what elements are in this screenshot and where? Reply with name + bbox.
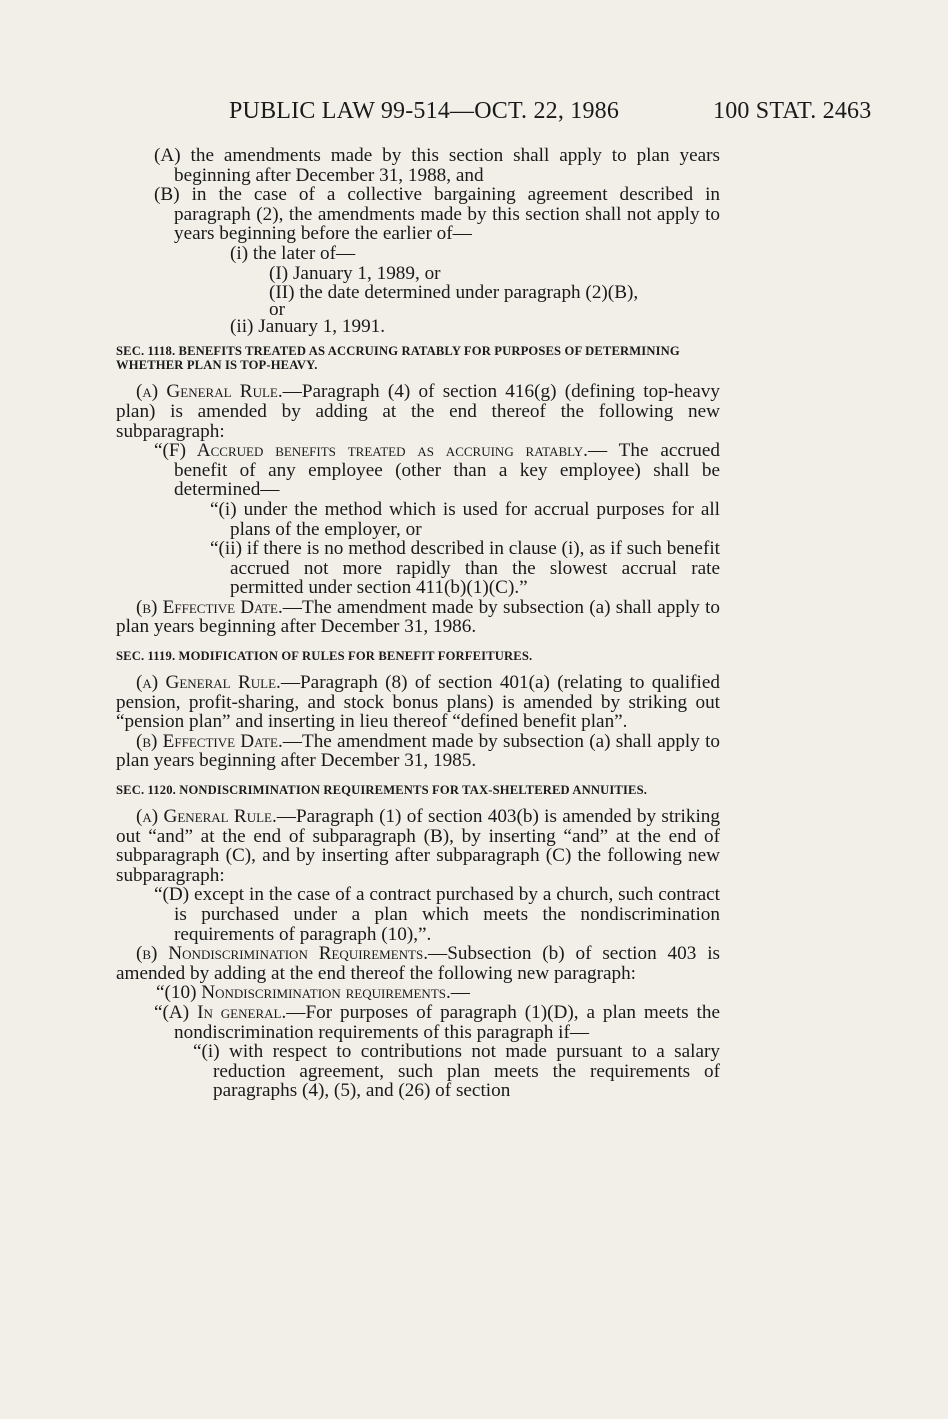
clause-I: (I) January 1, 1989, or xyxy=(269,262,441,284)
clause-or: or xyxy=(269,298,285,320)
sec1120-subparagraph-D: “(D) except in the case of a contract purchased by a church, such contract is purchased under a plan which meets the nondiscrimination requirements of paragraph (10),”. xyxy=(154,884,720,945)
clause-B: (B) in the case of a collective bargaining agreement described in paragraph (2), the amendments made by this section shall not apply to years beginning before the earlier of— xyxy=(154,184,720,245)
sec1120-10-A: “(A) In general.—For purposes of paragraph (1)(D), a plan meets the nondiscrimination requirements of this paragraph if— xyxy=(154,1001,720,1043)
sec1118-F-clause-i: “(i) under the method which is used for accrual purposes for all plans of the employer, or xyxy=(210,498,720,540)
sec1119-subsection-b: (b) Effective Date.—The amendment made by subsection (a) shall apply to plan years beginning after December 31, 1985. xyxy=(116,730,721,772)
section-heading-1118: SEC. 1118. BENEFITS TREATED AS ACCRUING RATABLY FOR PURPOSES OF DETERMINING WHETHER PLAN IS TOP-HEAVY. xyxy=(116,344,680,373)
sec1120-paragraph-10: “(10) Nondiscrimination requirements.— xyxy=(156,982,470,1004)
body-text xyxy=(116,146,720,1101)
clause-ii: (ii) January 1, 1991. xyxy=(230,315,386,337)
sec1118-subsection-a: (a) General Rule.—Paragraph (4) of section 416(g) (defining top-heavy plan) is amended by adding at the end thereof the following new subparagraph: xyxy=(116,381,720,442)
clause-II: (II) the date determined under paragraph (2)(B), xyxy=(269,282,639,304)
sec1118-subparagraph-F: “(F) Accrued benefits treated as accruing ratably.— The accrued benefit of any employee (other than a key employee) shall be determined— xyxy=(154,440,720,501)
clause-i: (i) the later of— xyxy=(230,242,356,264)
running-header-stat-page: 100 STAT. 2463 xyxy=(713,98,872,124)
running-header-title: PUBLIC LAW 99-514—OCT. 22, 1986 xyxy=(229,98,620,124)
clause-A: (A) the amendments made by this section shall apply to plan years beginning after December 31, 1988, and xyxy=(154,145,720,186)
sec1118-F-clause-ii: “(ii) if there is no method described in clause (i), as if such benefit accrued not more rapidly than the slowest accrual rate permitted under section 411(b)(1)(C).” xyxy=(210,538,720,599)
sec1120-10-A-clause-i: “(i) with respect to contributions not made pursuant to a salary reduction agreement, such plan meets the requirements of paragraphs (4), (5), and (26) of section xyxy=(193,1041,720,1102)
section-heading-1119: SEC. 1119. MODIFICATION OF RULES FOR BENEFIT FORFEITURES. xyxy=(116,649,533,664)
sec1119-subsection-a: (a) General Rule.—Paragraph (8) of section 401(a) (relating to qualified pension, profit-sharing, and stock bonus plans) is amended by striking out “pension plan” and inserting in lieu thereof “defined benefit plan”. xyxy=(116,672,720,733)
sec1120-subsection-a: (a) General Rule.—Paragraph (1) of section 403(b) is amended by striking out “and” at the end of subparagraph (B), by inserting “and” at the end of subparagraph (C), and by inserting after subparagraph (C) the following new subparagraph: xyxy=(116,806,720,886)
sec1120-subsection-b: (b) Nondiscrimination Requirements.—Subsection (b) of section 403 is amended by adding at the end thereof the following new paragraph: xyxy=(116,943,720,984)
section-heading-1120: SEC. 1120. NONDISCRIMINATION REQUIREMENTS FOR TAX-SHELTERED ANNUITIES. xyxy=(116,783,648,798)
sec1118-subsection-b: (b) Effective Date.—The amendment made by subsection (a) shall apply to plan years beginning after December 31, 1986. xyxy=(116,596,721,638)
